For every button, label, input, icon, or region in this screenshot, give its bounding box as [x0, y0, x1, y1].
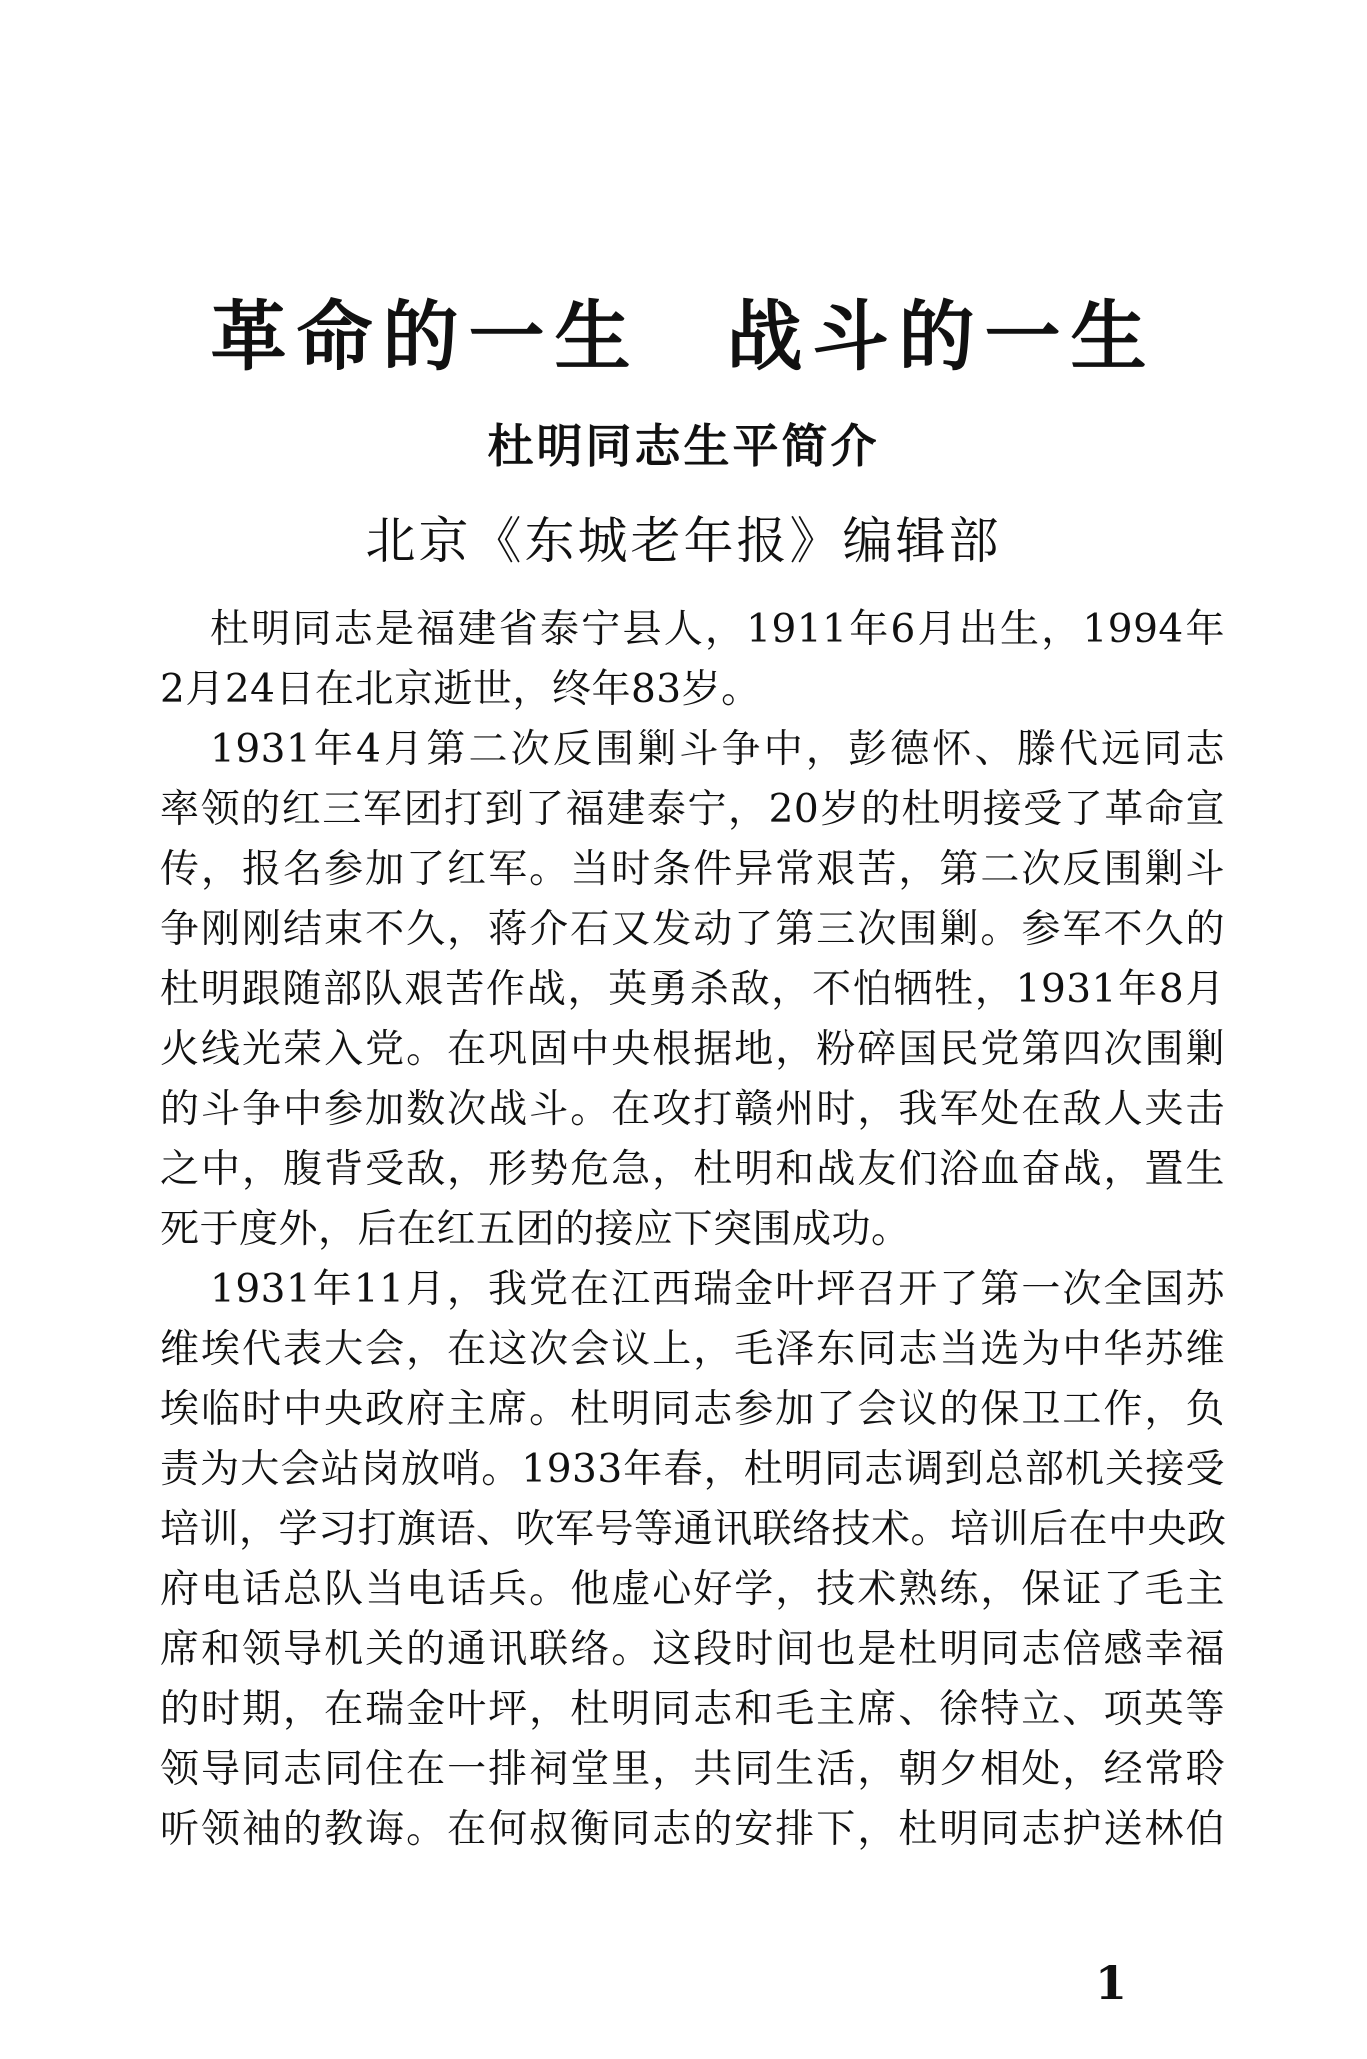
paragraph-3-line: 席和领导机关的通讯联络。这段时间也是杜明同志倍感幸福 — [160, 1627, 1225, 1672]
paragraph-1-line: 2月24日在北京逝世，终年83岁。 — [160, 667, 761, 712]
paragraph-3-line: 培训，学习打旗语、吹军号等通讯联络技术。培训后在中央政 — [160, 1507, 1227, 1552]
paragraph-2-line: 传，报名参加了红军。当时条件异常艰苦，第二次反围剿斗 — [160, 847, 1225, 892]
paragraph-3-line: 的时期，在瑞金叶坪，杜明同志和毛主席、徐特立、项英等 — [160, 1687, 1225, 1732]
paragraph-3-line: 维埃代表大会，在这次会议上，毛泽东同志当选为中华苏维 — [160, 1327, 1225, 1372]
paragraph-2-line: 的斗争中参加数次战斗。在攻打赣州时，我军处在敌人夹击 — [160, 1087, 1225, 1132]
page-number: 1 — [1095, 1956, 1128, 2010]
paragraph-2-line: 之中，腹背受敌，形势危急，杜明和战友们浴血奋战，置生 — [160, 1147, 1225, 1192]
paragraph-3-line: 埃临时中央政府主席。杜明同志参加了会议的保卫工作，负 — [160, 1387, 1225, 1432]
paragraph-3-line: 责为大会站岗放哨。1933年春，杜明同志调到总部机关接受 — [160, 1447, 1225, 1492]
paragraph-3-line: 府电话总队当电话兵。他虚心好学，技术熟练，保证了毛主 — [160, 1567, 1225, 1612]
paragraph-2-line: 率领的红三军团打到了福建泰宁，20岁的杜明接受了革命宣 — [160, 787, 1225, 832]
paragraph-3-line: 听领袖的教诲。在何叔衡同志的安排下，杜明同志护送林伯 — [160, 1807, 1225, 1852]
paragraph-2-line: 1931年4月第二次反围剿斗争中，彭德怀、滕代远同志 — [210, 727, 1225, 772]
paragraph-3-line: 领导同志同住在一排祠堂里，共同生活，朝夕相处，经常聆 — [160, 1747, 1225, 1792]
byline: 北京《东城老年报》编辑部 — [365, 512, 1002, 570]
article-body — [160, 600, 1225, 1860]
paragraph-2-line: 死于度外，后在红五团的接应下突围成功。 — [160, 1207, 911, 1252]
paragraph-2-line: 火线光荣入党。在巩固中央根据地，粉碎国民党第四次围剿 — [160, 1027, 1225, 1072]
paragraph-1-line: 杜明同志是福建省泰宁县人，1911年6月出生，1994年 — [210, 607, 1225, 652]
paragraph-3-line: 1931年11月，我党在江西瑞金叶坪召开了第一次全国苏 — [210, 1267, 1225, 1312]
page-title: 革命的一生 战斗的一生 — [210, 292, 1157, 381]
paragraph-2-line: 杜明跟随部队艰苦作战，英勇杀敌，不怕牺牲，1931年8月 — [160, 967, 1225, 1012]
page-subtitle: 杜明同志生平简介 — [487, 419, 880, 473]
paragraph-2-line: 争刚刚结束不久，蒋介石又发动了第三次围剿。参军不久的 — [160, 907, 1225, 952]
